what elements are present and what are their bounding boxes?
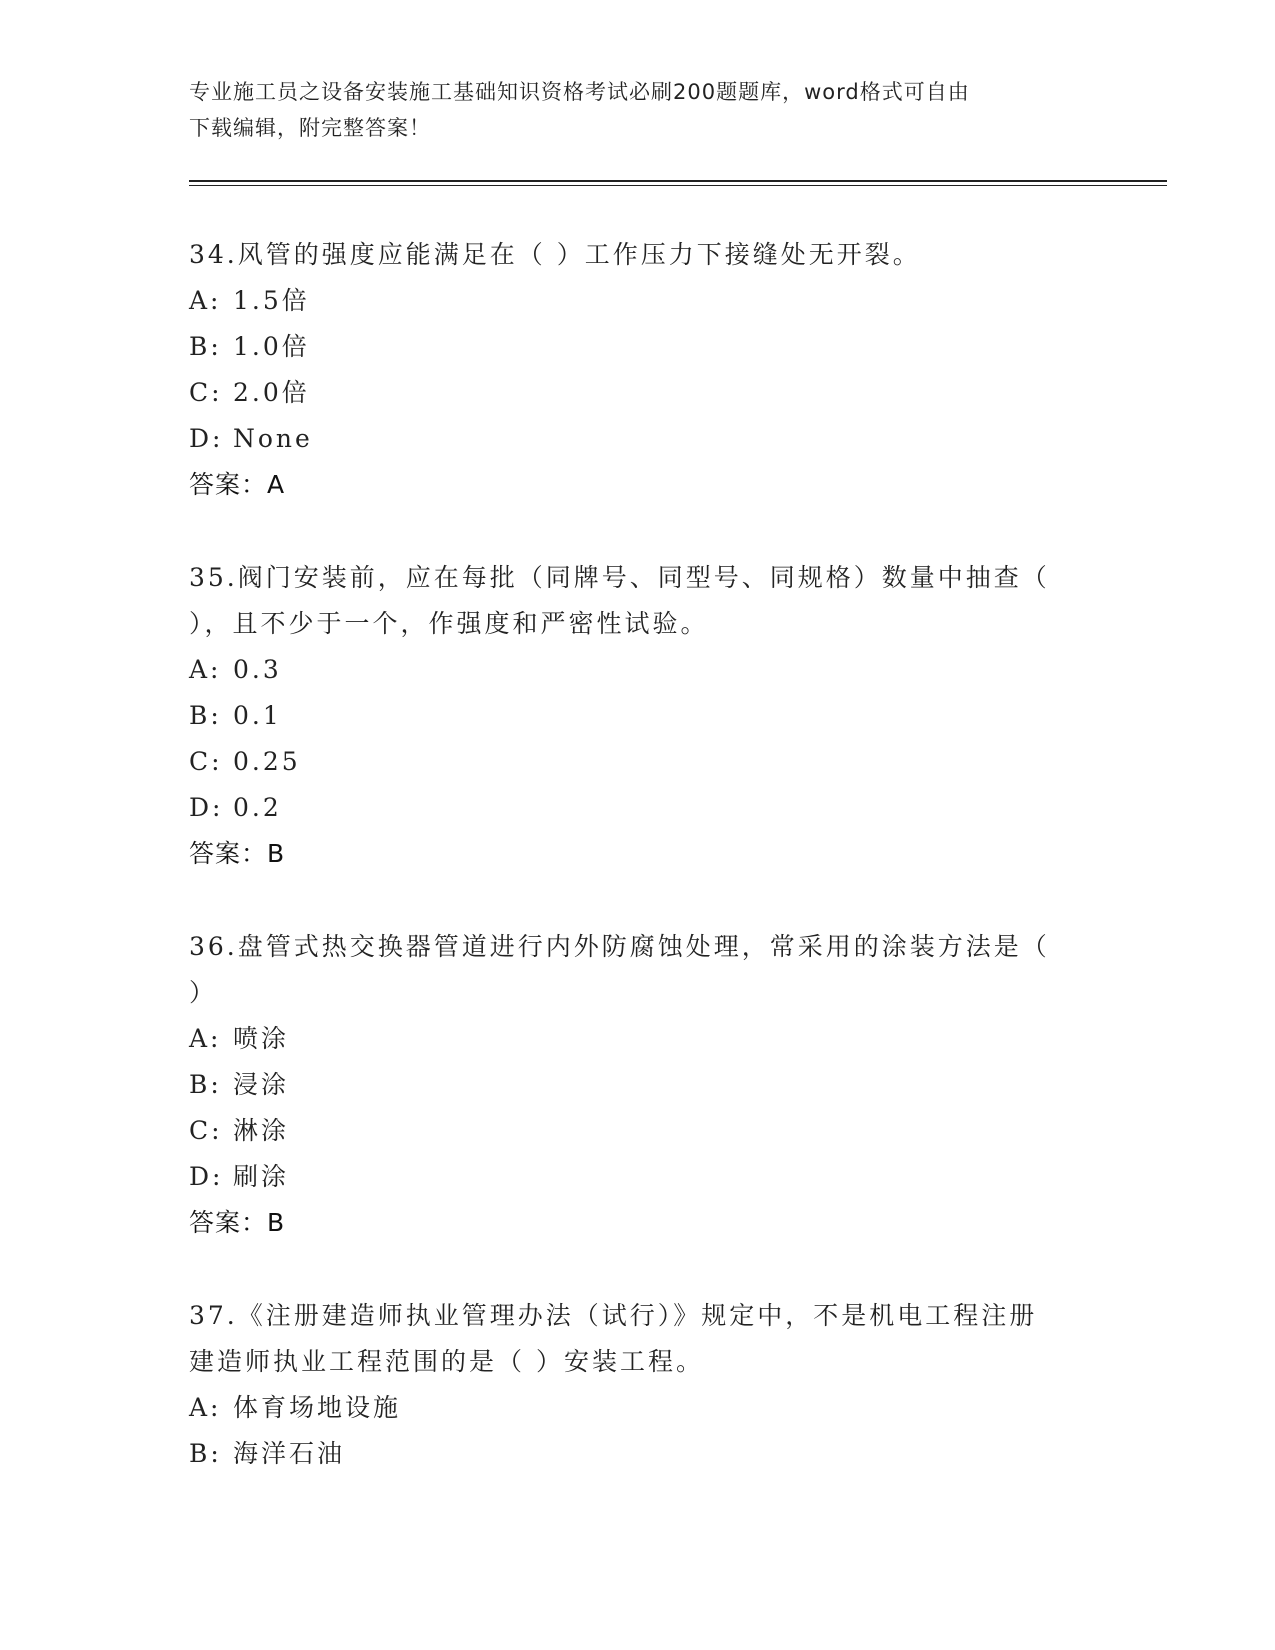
answer-option [189,647,1089,693]
answer-option [189,1431,1089,1477]
answer-line: 答案：A [189,470,286,499]
answer-line: 答案：B [189,839,286,868]
option-text: 0.2 [233,793,282,822]
option-key: A: [189,655,222,684]
question-list [189,232,1089,1524]
option-text: 2.0倍 [233,378,310,407]
question-stem: 36.盘管式热交换器管道进行内外防腐蚀处理，常采用的涂装方法是（ [189,932,1050,961]
option-text: 0.3 [233,655,282,684]
header-line-1: 专业施工员之设备安装施工基础知识资格考试必刷200题题库，word格式可自由 [189,80,970,104]
option-key: C: [189,747,223,776]
question-stem: ） [189,978,218,1007]
option-text: 1.5倍 [233,286,310,315]
question-stem: 37.《注册建造师执业管理办法（试行）》规定中，不是机电工程注册 [189,1301,1038,1330]
option-key: C: [189,378,223,407]
option-key: B: [189,1070,222,1099]
option-text: 体育场地设施 [233,1393,402,1422]
option-text: 0.1 [233,701,282,730]
option-key: A: [189,1393,222,1422]
document-header [189,74,1089,146]
header-divider [189,180,1167,182]
option-text: 淋涂 [233,1116,290,1145]
answer-option [189,1062,1089,1108]
question-block [189,232,1089,508]
option-text: 刷涂 [233,1162,290,1191]
question-stem: ），且不少于一个，作强度和严密性试验。 [189,609,709,638]
option-key: C: [189,1116,223,1145]
option-text: 浸涂 [233,1070,290,1099]
answer-option [189,1154,1089,1200]
option-text: 1.0倍 [233,332,310,361]
answer-option [189,785,1089,831]
question-block [189,1293,1089,1477]
answer-option [189,1016,1089,1062]
question-stem: 35.阀门安装前，应在每批（同牌号、同型号、同规格）数量中抽查（ [189,563,1050,592]
answer-option [189,1385,1089,1431]
answer-option [189,693,1089,739]
option-key: D: [189,424,224,453]
question-stem: 建造师执业工程范围的是（ ）安装工程。 [189,1347,704,1376]
answer-option [189,324,1089,370]
option-text: 喷涂 [233,1024,290,1053]
option-key: D: [189,793,224,822]
option-text: None [233,424,313,453]
option-key: B: [189,701,222,730]
question-block [189,555,1089,877]
header-line-2: 下载编辑，附完整答案！ [189,116,431,140]
header-divider-thin [189,185,1167,186]
option-key: A: [189,286,222,315]
option-key: D: [189,1162,224,1191]
answer-option [189,370,1089,416]
option-key: B: [189,1439,222,1468]
answer-line: 答案：B [189,1208,286,1237]
answer-option [189,1108,1089,1154]
answer-option [189,278,1089,324]
option-text: 海洋石油 [233,1439,346,1468]
question-stem: 34.风管的强度应能满足在（ ）工作压力下接缝处无开裂。 [189,240,921,269]
option-key: B: [189,332,222,361]
answer-option [189,416,1089,462]
option-key: A: [189,1024,222,1053]
answer-option [189,739,1089,785]
option-text: 0.25 [233,747,301,776]
question-block [189,924,1089,1246]
